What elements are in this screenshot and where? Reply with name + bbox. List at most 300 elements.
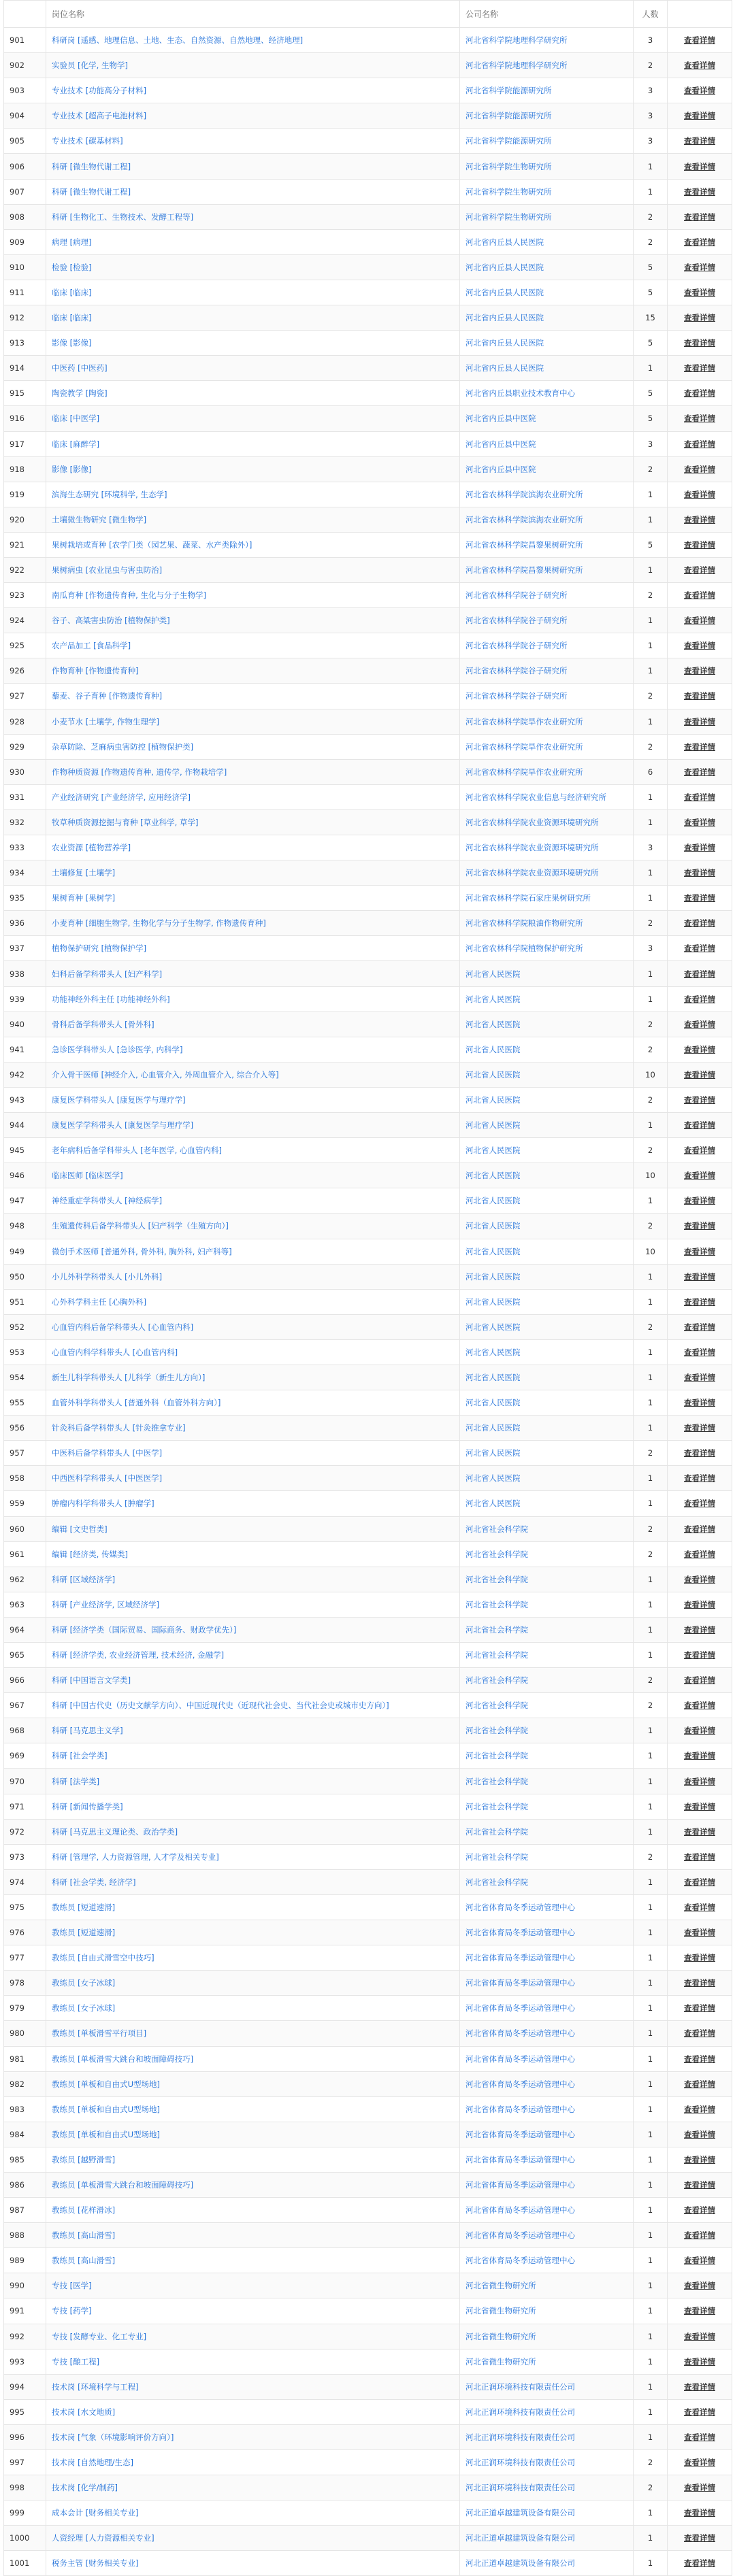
job-title-link[interactable]: 人资经理 [人力资源相关专业] <box>52 2533 154 2543</box>
job-title-link[interactable]: 产业经济研究 [产业经济学, 应用经济学] <box>52 792 191 802</box>
job-title-link[interactable]: 影像 [影像] <box>52 464 92 474</box>
job-title-link[interactable]: 科研 [经济学类（国际贸易、国际商务、财政学优先）] <box>52 1624 237 1635</box>
view-details-link[interactable]: 查看详情 <box>684 1120 715 1131</box>
job-title-link[interactable]: 临床 [中医学] <box>52 414 100 424</box>
company-name-link[interactable]: 河北省内丘县人民医院 <box>466 338 544 348</box>
company-name-link[interactable]: 河北省内丘县中医院 <box>466 439 536 449</box>
job-title-link[interactable]: 编辑 [经济类, 传媒类] <box>52 1549 128 1559</box>
company-name-link[interactable]: 河北正润环境科技有限责任公司 <box>466 2458 575 2468</box>
company-name-link[interactable]: 河北省人民医院 <box>466 969 521 979</box>
company-name-link[interactable]: 河北省社会科学院 <box>466 1650 528 1660</box>
job-title-link[interactable]: 教练员 [越野滑雪] <box>52 2154 116 2164</box>
view-details-link[interactable]: 查看详情 <box>684 1574 715 1584</box>
view-details-link[interactable]: 查看详情 <box>684 1624 715 1635</box>
view-details-link[interactable]: 查看详情 <box>684 1902 715 1912</box>
view-details-link[interactable]: 查看详情 <box>684 565 715 575</box>
job-title-link[interactable]: 农业资源 [植物营养学] <box>52 843 131 853</box>
job-title-link[interactable]: 土壤微生物研究 [微生物学] <box>52 514 147 524</box>
view-details-link[interactable]: 查看详情 <box>684 918 715 929</box>
view-details-link[interactable]: 查看详情 <box>684 868 715 878</box>
job-title-link[interactable]: 实验员 [化学, 生物学] <box>52 61 128 71</box>
company-name-link[interactable]: 河北省人民医院 <box>466 1019 521 1029</box>
job-title-link[interactable]: 教练员 [短道速滑] <box>52 1902 116 1912</box>
view-details-link[interactable]: 查看详情 <box>684 741 715 752</box>
job-title-link[interactable]: 科研岗 [遥感、地理信息、土地、生态、自然资源、自然地理、经济地理] <box>52 35 304 46</box>
job-title-link[interactable]: 临床 [临床] <box>52 313 92 323</box>
view-details-link[interactable]: 查看详情 <box>684 489 715 499</box>
view-details-link[interactable]: 查看详情 <box>684 1826 715 1837</box>
company-name-link[interactable]: 河北省人民医院 <box>466 1145 521 1156</box>
company-name-link[interactable]: 河北省科学院能源研究所 <box>466 136 552 146</box>
view-details-link[interactable]: 查看详情 <box>684 1524 715 1534</box>
company-name-link[interactable]: 河北正道卓越建筑设备有限公司 <box>466 2558 575 2569</box>
company-name-link[interactable]: 河北省科学院能源研究所 <box>466 111 552 121</box>
job-title-link[interactable]: 谷子、高粱害虫防治 [植物保护类] <box>52 616 170 626</box>
job-title-link[interactable]: 科研 [中国古代史（历史文献学方向）、中国近现代史（近现代社会史、当代社会史或城市史方向）] <box>52 1701 389 1711</box>
company-name-link[interactable]: 河北省农林科学院农业资源环境研究所 <box>466 817 599 827</box>
job-title-link[interactable]: 教练员 [自由式滑雪空中技巧] <box>52 1953 154 1963</box>
company-name-link[interactable]: 河北省人民医院 <box>466 1448 521 1458</box>
job-title-link[interactable]: 教练员 [女子冰球] <box>52 2003 116 2013</box>
job-title-link[interactable]: 技术岗 [化学/制药] <box>52 2483 118 2493</box>
view-details-link[interactable]: 查看详情 <box>684 1221 715 1231</box>
job-title-link[interactable]: 杂草防除、芝麻病虫害防控 [植物保护类] <box>52 741 194 752</box>
job-title-link[interactable]: 教练员 [单板滑雪大跳台和坡面障碍技巧] <box>52 2054 194 2064</box>
view-details-link[interactable]: 查看详情 <box>684 616 715 626</box>
job-title-link[interactable]: 微创手术医师 [普通外科, 骨外科, 胸外科, 妇产科等] <box>52 1246 232 1256</box>
job-title-link[interactable]: 心外科学科主任 [心胸外科] <box>52 1297 147 1307</box>
view-details-link[interactable]: 查看详情 <box>684 35 715 46</box>
view-details-link[interactable]: 查看详情 <box>684 2558 715 2569</box>
company-name-link[interactable]: 河北省社会科学院 <box>466 1524 528 1534</box>
company-name-link[interactable]: 河北省人民医院 <box>466 1373 521 1383</box>
job-title-link[interactable]: 康复医学科带头人 [康复医学与理疗学] <box>52 1094 186 1105</box>
company-name-link[interactable]: 河北省体育局冬季运动管理中心 <box>466 1902 575 1912</box>
view-details-link[interactable]: 查看详情 <box>684 388 715 399</box>
job-title-link[interactable]: 编辑 [文史哲类] <box>52 1524 108 1534</box>
view-details-link[interactable]: 查看详情 <box>684 943 715 954</box>
job-title-link[interactable]: 科研 [法学类] <box>52 1776 100 1786</box>
view-details-link[interactable]: 查看详情 <box>684 2205 715 2215</box>
company-name-link[interactable]: 河北省社会科学院 <box>466 1826 528 1837</box>
job-title-link[interactable]: 血管外科学科带头人 [普通外科（血管外科方向）] <box>52 1398 221 1408</box>
view-details-link[interactable]: 查看详情 <box>684 1171 715 1181</box>
view-details-link[interactable]: 查看详情 <box>684 2256 715 2266</box>
company-name-link[interactable]: 河北省内丘县职业技术教育中心 <box>466 388 575 399</box>
job-title-link[interactable]: 植物保护研究 [植物保护学] <box>52 943 147 954</box>
view-details-link[interactable]: 查看详情 <box>684 136 715 146</box>
job-title-link[interactable]: 教练员 [花样滑冰] <box>52 2205 116 2215</box>
company-name-link[interactable]: 河北省人民医院 <box>466 1271 521 1282</box>
company-name-link[interactable]: 河北省人民医院 <box>466 1196 521 1206</box>
view-details-link[interactable]: 查看详情 <box>684 262 715 272</box>
company-name-link[interactable]: 河北省体育局冬季运动管理中心 <box>466 2230 575 2241</box>
view-details-link[interactable]: 查看详情 <box>684 237 715 247</box>
job-title-link[interactable]: 作物种质资源 [作物遗传育种, 遗传学, 作物栽培学] <box>52 767 227 777</box>
company-name-link[interactable]: 河北省社会科学院 <box>466 1751 528 1761</box>
company-name-link[interactable]: 河北省农林科学院旱作农业研究所 <box>466 767 583 777</box>
view-details-link[interactable]: 查看详情 <box>684 2079 715 2089</box>
company-name-link[interactable]: 河北省社会科学院 <box>466 1701 528 1711</box>
company-name-link[interactable]: 河北省农林科学院农业资源环境研究所 <box>466 868 599 878</box>
view-details-link[interactable]: 查看详情 <box>684 439 715 449</box>
view-details-link[interactable]: 查看详情 <box>684 338 715 348</box>
view-details-link[interactable]: 查看详情 <box>684 61 715 71</box>
header-title[interactable]: 岗位名称 <box>46 1 460 28</box>
view-details-link[interactable]: 查看详情 <box>684 287 715 297</box>
view-details-link[interactable]: 查看详情 <box>684 212 715 222</box>
view-details-link[interactable]: 查看详情 <box>684 111 715 121</box>
view-details-link[interactable]: 查看详情 <box>684 1145 715 1156</box>
company-name-link[interactable]: 河北省社会科学院 <box>466 1852 528 1862</box>
company-name-link[interactable]: 河北省科学院生物研究所 <box>466 212 552 222</box>
view-details-link[interactable]: 查看详情 <box>684 1751 715 1761</box>
view-details-link[interactable]: 查看详情 <box>684 1347 715 1357</box>
job-title-link[interactable]: 科研 [新闻传播学类] <box>52 1801 123 1811</box>
company-name-link[interactable]: 河北省科学院生物研究所 <box>466 161 552 171</box>
view-details-link[interactable]: 查看详情 <box>684 161 715 171</box>
job-title-link[interactable]: 科研 [社会学类] <box>52 1751 108 1761</box>
job-title-link[interactable]: 技术岗 [环境科学与工程] <box>52 2381 139 2392</box>
view-details-link[interactable]: 查看详情 <box>684 363 715 373</box>
view-details-link[interactable]: 查看详情 <box>684 539 715 550</box>
job-title-link[interactable]: 教练员 [单板和自由式U型场地] <box>52 2104 161 2114</box>
job-title-link[interactable]: 专技 [药学] <box>52 2306 92 2316</box>
header-count[interactable]: 人数 <box>634 1 668 28</box>
company-name-link[interactable]: 河北省农林科学院谷子研究所 <box>466 691 568 701</box>
company-name-link[interactable]: 河北省体育局冬季运动管理中心 <box>466 2079 575 2089</box>
company-name-link[interactable]: 河北正道卓越建筑设备有限公司 <box>466 2533 575 2543</box>
view-details-link[interactable]: 查看详情 <box>684 1726 715 1736</box>
view-details-link[interactable]: 查看详情 <box>684 641 715 651</box>
company-name-link[interactable]: 河北省人民医院 <box>466 1221 521 1231</box>
company-name-link[interactable]: 河北省人民医院 <box>466 1246 521 1256</box>
job-title-link[interactable]: 专技 [酿工程] <box>52 2356 100 2366</box>
company-name-link[interactable]: 河北省社会科学院 <box>466 1801 528 1811</box>
job-title-link[interactable]: 中西医科学科带头人 [中医医学] <box>52 1473 163 1484</box>
view-details-link[interactable]: 查看详情 <box>684 1246 715 1256</box>
view-details-link[interactable]: 查看详情 <box>684 1019 715 1029</box>
job-title-link[interactable]: 中医科后备学科带头人 [中医学] <box>52 1448 163 1458</box>
view-details-link[interactable]: 查看详情 <box>684 2381 715 2392</box>
job-title-link[interactable]: 康复医学学科带头人 [康复医学与理疗学] <box>52 1120 194 1131</box>
job-title-link[interactable]: 技术岗 [水文地质] <box>52 2407 116 2417</box>
job-title-link[interactable]: 科研 [生物化工、生物技术、发酵工程等] <box>52 212 194 222</box>
company-name-link[interactable]: 河北省内丘县人民医院 <box>466 262 544 272</box>
job-title-link[interactable]: 介入骨干医师 [神经介入, 心血管介入, 外周血管介入, 综合介入等] <box>52 1069 279 1080</box>
job-title-link[interactable]: 临床 [麻醉学] <box>52 439 100 449</box>
job-title-link[interactable]: 牧草种质资源挖掘与育种 [草业科学, 草学] <box>52 817 199 827</box>
company-name-link[interactable]: 河北省农林科学院谷子研究所 <box>466 616 568 626</box>
view-details-link[interactable]: 查看详情 <box>684 2306 715 2316</box>
job-title-link[interactable]: 果树育种 [果树学] <box>52 893 116 903</box>
view-details-link[interactable]: 查看详情 <box>684 2129 715 2139</box>
view-details-link[interactable]: 查看详情 <box>684 1448 715 1458</box>
job-title-link[interactable]: 针灸科后备学科带头人 [针灸推拿专业] <box>52 1423 186 1433</box>
company-name-link[interactable]: 河北省微生物研究所 <box>466 2331 536 2341</box>
job-title-link[interactable]: 老年病科后备学科带头人 [老年医学, 心血管内科] <box>52 1145 222 1156</box>
view-details-link[interactable]: 查看详情 <box>684 590 715 601</box>
company-name-link[interactable]: 河北省农林科学院粮油作物研究所 <box>466 918 583 929</box>
job-title-link[interactable]: 科研 [马克思主义学] <box>52 1726 123 1736</box>
company-name-link[interactable]: 河北省农林科学院滨海农业研究所 <box>466 489 583 499</box>
company-name-link[interactable]: 河北省体育局冬季运动管理中心 <box>466 2154 575 2164</box>
company-name-link[interactable]: 河北省人民医院 <box>466 1044 521 1054</box>
company-name-link[interactable]: 河北省微生物研究所 <box>466 2281 536 2291</box>
company-name-link[interactable]: 河北省体育局冬季运动管理中心 <box>466 2104 575 2114</box>
company-name-link[interactable]: 河北省人民医院 <box>466 1069 521 1080</box>
view-details-link[interactable]: 查看详情 <box>684 2054 715 2064</box>
company-name-link[interactable]: 河北省农林科学院谷子研究所 <box>466 666 568 676</box>
company-name-link[interactable]: 河北省科学院地理科学研究所 <box>466 35 568 46</box>
company-name-link[interactable]: 河北省农林科学院昌黎果树研究所 <box>466 539 583 550</box>
company-name-link[interactable]: 河北省体育局冬季运动管理中心 <box>466 2003 575 2013</box>
job-title-link[interactable]: 科研 [经济学类, 农业经济管理, 技术经济, 金融学] <box>52 1650 225 1660</box>
job-title-link[interactable]: 专技 [发酵专业、化工专业] <box>52 2331 147 2341</box>
job-title-link[interactable]: 专业技术 [功能高分子材料] <box>52 86 147 96</box>
view-details-link[interactable]: 查看详情 <box>684 1852 715 1862</box>
company-name-link[interactable]: 河北省微生物研究所 <box>466 2356 536 2366</box>
job-title-link[interactable]: 检验 [检验] <box>52 262 92 272</box>
view-details-link[interactable]: 查看详情 <box>684 2432 715 2442</box>
view-details-link[interactable]: 查看详情 <box>684 2356 715 2366</box>
job-title-link[interactable]: 作物育种 [作物遗传育种] <box>52 666 139 676</box>
view-details-link[interactable]: 查看详情 <box>684 1044 715 1054</box>
job-title-link[interactable]: 技术岗 [气象（环境影响评价方向）] <box>52 2432 174 2442</box>
company-name-link[interactable]: 河北省人民医院 <box>466 994 521 1004</box>
company-name-link[interactable]: 河北省农林科学院植物保护研究所 <box>466 943 583 954</box>
company-name-link[interactable]: 河北省体育局冬季运动管理中心 <box>466 2028 575 2039</box>
view-details-link[interactable]: 查看详情 <box>684 2331 715 2341</box>
view-details-link[interactable]: 查看详情 <box>684 186 715 197</box>
company-name-link[interactable]: 河北省微生物研究所 <box>466 2306 536 2316</box>
company-name-link[interactable]: 河北省内丘县人民医院 <box>466 313 544 323</box>
company-name-link[interactable]: 河北省人民医院 <box>466 1094 521 1105</box>
view-details-link[interactable]: 查看详情 <box>684 1801 715 1811</box>
company-name-link[interactable]: 河北省科学院能源研究所 <box>466 86 552 96</box>
view-details-link[interactable]: 查看详情 <box>684 2458 715 2468</box>
view-details-link[interactable]: 查看详情 <box>684 1701 715 1711</box>
view-details-link[interactable]: 查看详情 <box>684 969 715 979</box>
view-details-link[interactable]: 查看详情 <box>684 464 715 474</box>
company-name-link[interactable]: 河北省人民医院 <box>466 1473 521 1484</box>
company-name-link[interactable]: 河北省人民医院 <box>466 1120 521 1131</box>
company-name-link[interactable]: 河北省体育局冬季运动管理中心 <box>466 2129 575 2139</box>
view-details-link[interactable]: 查看详情 <box>684 1473 715 1484</box>
company-name-link[interactable]: 河北省农林科学院农业信息与经济研究所 <box>466 792 606 802</box>
view-details-link[interactable]: 查看详情 <box>684 1549 715 1559</box>
company-name-link[interactable]: 河北省社会科学院 <box>466 1726 528 1736</box>
job-title-link[interactable]: 科研 [区域经济学] <box>52 1574 116 1584</box>
job-title-link[interactable]: 果树病虫 [农业昆虫与害虫防治] <box>52 565 163 575</box>
company-name-link[interactable]: 河北省内丘县人民医院 <box>466 363 544 373</box>
view-details-link[interactable]: 查看详情 <box>684 2104 715 2114</box>
job-title-link[interactable]: 果树栽培或育种 [农学门类（园艺果、蔬菜、水产类除外）] <box>52 539 252 550</box>
view-details-link[interactable]: 查看详情 <box>684 2533 715 2543</box>
view-details-link[interactable]: 查看详情 <box>684 2508 715 2518</box>
company-name-link[interactable]: 河北省农林科学院石家庄果树研究所 <box>466 893 591 903</box>
job-title-link[interactable]: 科研 [中国语言文学类] <box>52 1675 131 1686</box>
job-title-link[interactable]: 教练员 [单板滑雪大跳台和坡面障碍技巧] <box>52 2180 194 2190</box>
job-title-link[interactable]: 中医药 [中医药] <box>52 363 108 373</box>
view-details-link[interactable]: 查看详情 <box>684 2180 715 2190</box>
view-details-link[interactable]: 查看详情 <box>684 514 715 524</box>
job-title-link[interactable]: 科研 [产业经济学, 区域经济学] <box>52 1599 159 1609</box>
view-details-link[interactable]: 查看详情 <box>684 1322 715 1332</box>
job-title-link[interactable]: 影像 [影像] <box>52 338 92 348</box>
view-details-link[interactable]: 查看详情 <box>684 2154 715 2164</box>
view-details-link[interactable]: 查看详情 <box>684 1069 715 1080</box>
company-name-link[interactable]: 河北省人民医院 <box>466 1297 521 1307</box>
view-details-link[interactable]: 查看详情 <box>684 1978 715 1988</box>
company-name-link[interactable]: 河北省内丘县中医院 <box>466 414 536 424</box>
company-name-link[interactable]: 河北省人民医院 <box>466 1423 521 1433</box>
job-title-link[interactable]: 科研 [马克思主义理论类、政治学类] <box>52 1826 178 1837</box>
company-name-link[interactable]: 河北省社会科学院 <box>466 1574 528 1584</box>
job-title-link[interactable]: 专业技术 [超高子电池材料] <box>52 111 147 121</box>
job-title-link[interactable]: 教练员 [高山滑雪] <box>52 2230 116 2241</box>
company-name-link[interactable]: 河北省体育局冬季运动管理中心 <box>466 2205 575 2215</box>
job-title-link[interactable]: 肿瘤内科学科带头人 [肿瘤学] <box>52 1499 154 1509</box>
company-name-link[interactable]: 河北省社会科学院 <box>466 1675 528 1686</box>
company-name-link[interactable]: 河北省体育局冬季运动管理中心 <box>466 2180 575 2190</box>
view-details-link[interactable]: 查看详情 <box>684 1196 715 1206</box>
company-name-link[interactable]: 河北省内丘县中医院 <box>466 464 536 474</box>
view-details-link[interactable]: 查看详情 <box>684 1271 715 1282</box>
view-details-link[interactable]: 查看详情 <box>684 2230 715 2241</box>
job-title-link[interactable]: 小儿外科学科带头人 [小儿外科] <box>52 1271 163 1282</box>
job-title-link[interactable]: 新生儿科学科带头人 [儿科学（新生儿方向）] <box>52 1373 206 1383</box>
company-name-link[interactable]: 河北正润环境科技有限责任公司 <box>466 2381 575 2392</box>
company-name-link[interactable]: 河北省农林科学院谷子研究所 <box>466 590 568 601</box>
view-details-link[interactable]: 查看详情 <box>684 1373 715 1383</box>
view-details-link[interactable]: 查看详情 <box>684 666 715 676</box>
company-name-link[interactable]: 河北省社会科学院 <box>466 1624 528 1635</box>
company-name-link[interactable]: 河北省农林科学院滨海农业研究所 <box>466 514 583 524</box>
company-name-link[interactable]: 河北正润环境科技有限责任公司 <box>466 2407 575 2417</box>
company-name-link[interactable]: 河北省人民医院 <box>466 1347 521 1357</box>
company-name-link[interactable]: 河北省内丘县人民医院 <box>466 287 544 297</box>
company-name-link[interactable]: 河北省农林科学院旱作农业研究所 <box>466 741 583 752</box>
view-details-link[interactable]: 查看详情 <box>684 1094 715 1105</box>
job-title-link[interactable]: 税务主管 [财务相关专业] <box>52 2558 139 2569</box>
job-title-link[interactable]: 科研 [微生物代谢工程] <box>52 161 131 171</box>
company-name-link[interactable]: 河北省社会科学院 <box>466 1599 528 1609</box>
view-details-link[interactable]: 查看详情 <box>684 1928 715 1938</box>
view-details-link[interactable]: 查看详情 <box>684 1776 715 1786</box>
view-details-link[interactable]: 查看详情 <box>684 2028 715 2039</box>
header-company[interactable]: 公司名称 <box>460 1 634 28</box>
job-title-link[interactable]: 科研 [社会学类, 经济学] <box>52 1877 136 1887</box>
job-title-link[interactable]: 专技 [医学] <box>52 2281 92 2291</box>
view-details-link[interactable]: 查看详情 <box>684 843 715 853</box>
company-name-link[interactable]: 河北正润环境科技有限责任公司 <box>466 2483 575 2493</box>
company-name-link[interactable]: 河北省体育局冬季运动管理中心 <box>466 1978 575 1988</box>
job-title-link[interactable]: 临床医师 [临床医学] <box>52 1171 123 1181</box>
company-name-link[interactable]: 河北省体育局冬季运动管理中心 <box>466 1953 575 1963</box>
company-name-link[interactable]: 河北省内丘县人民医院 <box>466 237 544 247</box>
job-title-link[interactable]: 专业技术 [碳基材料] <box>52 136 123 146</box>
job-title-link[interactable]: 病理 [病理] <box>52 237 92 247</box>
view-details-link[interactable]: 查看详情 <box>684 1499 715 1509</box>
view-details-link[interactable]: 查看详情 <box>684 1423 715 1433</box>
job-title-link[interactable]: 教练员 [单板和自由式U型场地] <box>52 2079 161 2089</box>
view-details-link[interactable]: 查看详情 <box>684 1398 715 1408</box>
job-title-link[interactable]: 科研 [管理学, 人力资源管理, 人才学及相关专业] <box>52 1852 219 1862</box>
company-name-link[interactable]: 河北省社会科学院 <box>466 1776 528 1786</box>
company-name-link[interactable]: 河北正润环境科技有限责任公司 <box>466 2432 575 2442</box>
company-name-link[interactable]: 河北省人民医院 <box>466 1171 521 1181</box>
view-details-link[interactable]: 查看详情 <box>684 893 715 903</box>
view-details-link[interactable]: 查看详情 <box>684 2281 715 2291</box>
job-title-link[interactable]: 科研 [微生物代谢工程] <box>52 186 131 197</box>
job-title-link[interactable]: 教练员 [单板和自由式U型场地] <box>52 2129 161 2139</box>
view-details-link[interactable]: 查看详情 <box>684 86 715 96</box>
job-title-link[interactable]: 农产品加工 [食品科学] <box>52 641 131 651</box>
job-title-link[interactable]: 藜麦、谷子育种 [作物遗传育种] <box>52 691 163 701</box>
job-title-link[interactable]: 骨科后备学科带头人 [骨外科] <box>52 1019 154 1029</box>
job-title-link[interactable]: 教练员 [单板滑雪平行项目] <box>52 2028 147 2039</box>
company-name-link[interactable]: 河北省人民医院 <box>466 1322 521 1332</box>
job-title-link[interactable]: 心血管内科学科带头人 [心血管内科] <box>52 1347 178 1357</box>
view-details-link[interactable]: 查看详情 <box>684 313 715 323</box>
view-details-link[interactable]: 查看详情 <box>684 792 715 802</box>
view-details-link[interactable]: 查看详情 <box>684 2003 715 2013</box>
view-details-link[interactable]: 查看详情 <box>684 1953 715 1963</box>
view-details-link[interactable]: 查看详情 <box>684 1650 715 1660</box>
view-details-link[interactable]: 查看详情 <box>684 2407 715 2417</box>
view-details-link[interactable]: 查看详情 <box>684 691 715 701</box>
view-details-link[interactable]: 查看详情 <box>684 1297 715 1307</box>
company-name-link[interactable]: 河北省农林科学院谷子研究所 <box>466 641 568 651</box>
company-name-link[interactable]: 河北省社会科学院 <box>466 1549 528 1559</box>
view-details-link[interactable]: 查看详情 <box>684 716 715 726</box>
job-title-link[interactable]: 小麦节水 [土壤学, 作物生理学] <box>52 716 159 726</box>
job-title-link[interactable]: 南瓜育种 [作物遗传育种, 生化与分子生物学] <box>52 590 206 601</box>
view-details-link[interactable]: 查看详情 <box>684 1599 715 1609</box>
job-title-link[interactable]: 教练员 [女子冰球] <box>52 1978 116 1988</box>
view-details-link[interactable]: 查看详情 <box>684 994 715 1004</box>
company-name-link[interactable]: 河北省科学院地理科学研究所 <box>466 61 568 71</box>
company-name-link[interactable]: 河北省农林科学院昌黎果树研究所 <box>466 565 583 575</box>
company-name-link[interactable]: 河北省社会科学院 <box>466 1877 528 1887</box>
company-name-link[interactable]: 河北省体育局冬季运动管理中心 <box>466 2054 575 2064</box>
job-title-link[interactable]: 土壤修复 [土壤学] <box>52 868 116 878</box>
company-name-link[interactable]: 河北省体育局冬季运动管理中心 <box>466 2256 575 2266</box>
company-name-link[interactable]: 河北省科学院生物研究所 <box>466 186 552 197</box>
job-title-link[interactable]: 教练员 [高山滑雪] <box>52 2256 116 2266</box>
job-title-link[interactable]: 心血管内科后备学科带头人 [心血管内科] <box>52 1322 194 1332</box>
view-details-link[interactable]: 查看详情 <box>684 1675 715 1686</box>
job-title-link[interactable]: 神经重症学科带头人 [神经病学] <box>52 1196 163 1206</box>
job-title-link[interactable]: 功能神经外科主任 [功能神经外科] <box>52 994 170 1004</box>
company-name-link[interactable]: 河北正道卓越建筑设备有限公司 <box>466 2508 575 2518</box>
job-title-link[interactable]: 妇科后备学科带头人 [妇产科学] <box>52 969 163 979</box>
view-details-link[interactable]: 查看详情 <box>684 414 715 424</box>
company-name-link[interactable]: 河北省人民医院 <box>466 1398 521 1408</box>
job-title-link[interactable]: 滨海生态研究 [环境科学, 生态学] <box>52 489 167 499</box>
job-title-link[interactable]: 生殖遗传科后备学科带头人 [妇产科学（生殖方向）] <box>52 1221 229 1231</box>
company-name-link[interactable]: 河北省农林科学院旱作农业研究所 <box>466 716 583 726</box>
company-name-link[interactable]: 河北省人民医院 <box>466 1499 521 1509</box>
company-name-link[interactable]: 河北省体育局冬季运动管理中心 <box>466 1928 575 1938</box>
job-title-link[interactable]: 陶瓷教学 [陶瓷] <box>52 388 108 399</box>
view-details-link[interactable]: 查看详情 <box>684 817 715 827</box>
view-details-link[interactable]: 查看详情 <box>684 2483 715 2493</box>
job-title-link[interactable]: 小麦育种 [细胞生物学, 生物化学与分子生物学, 作物遗传育种] <box>52 918 266 929</box>
job-title-link[interactable]: 成本会计 [财务相关专业] <box>52 2508 139 2518</box>
job-title-link[interactable]: 技术岗 [自然地理/生态] <box>52 2458 134 2468</box>
